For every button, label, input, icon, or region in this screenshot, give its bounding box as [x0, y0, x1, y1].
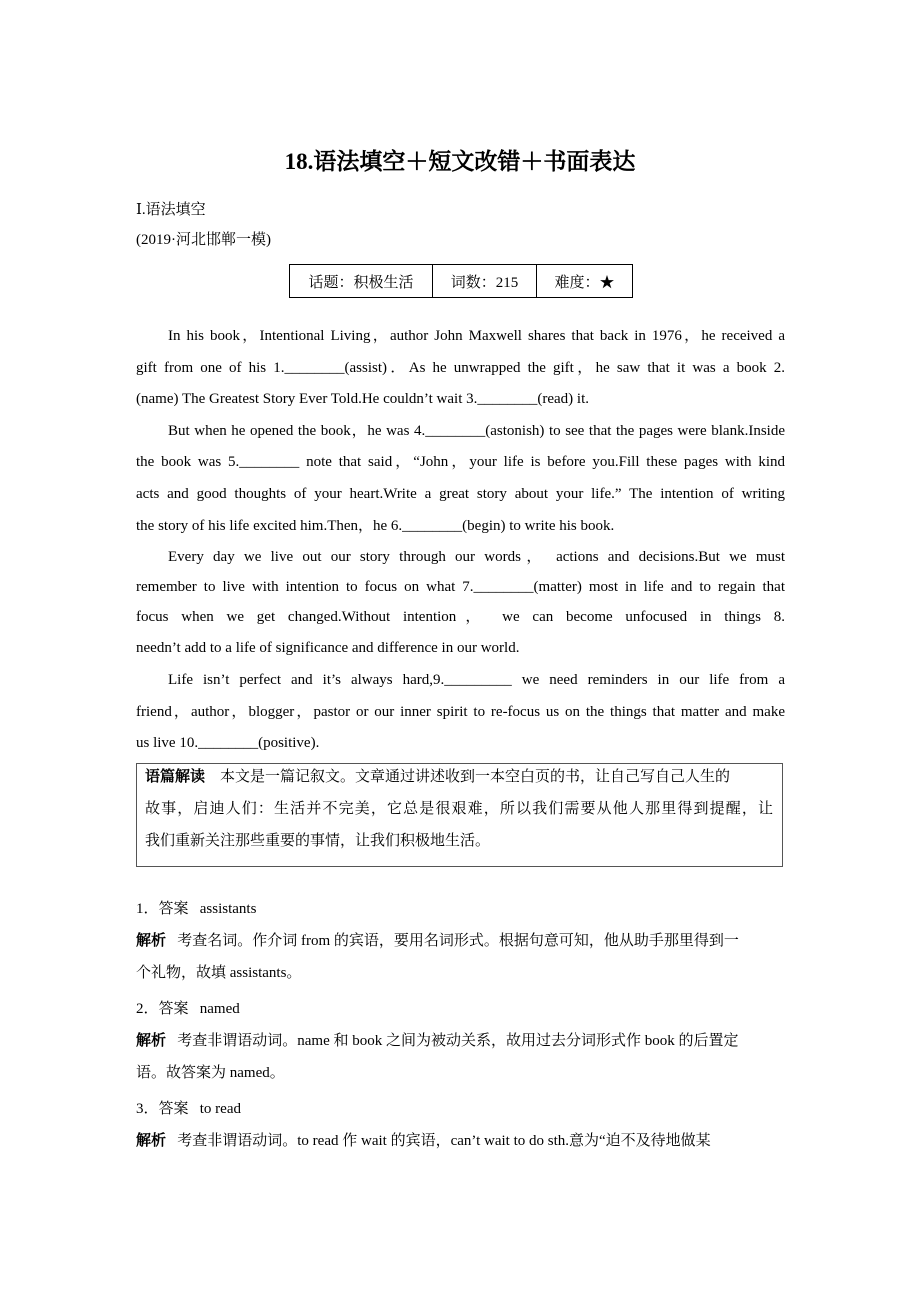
- summary-box: [136, 763, 783, 867]
- summary-line: 故事，启迪人们：生活并不完美，它总是很艰难，所以我们需要从他人那里得到提醒，让: [145, 801, 773, 817]
- explanation-text: 个礼物，故填 assistants。: [136, 965, 302, 981]
- passage-line: needn’t add to a life of significance and difference in our world.: [136, 640, 520, 656]
- answer-value: assistants: [199, 901, 257, 917]
- summary-label: 语篇解读: [145, 769, 206, 785]
- explanation-text: 考查非谓语动词。name 和 book 之间为被动关系，故用过去分词形式作 book 的后置定: [177, 1033, 739, 1049]
- passage-line: In his book，Intentional Living，author John Maxwell shares that back in 1976，he received a: [168, 328, 785, 344]
- page-title: 18.语法填空＋短文改错＋书面表达: [284, 149, 636, 174]
- difficulty-cell: 难度：★: [554, 274, 615, 291]
- summary-line: 本文是一篇记叙文。文章通过讲述收到一本空白页的书，让自己写自己人生的: [220, 769, 731, 785]
- topic-cell: 话题：积极生活: [290, 265, 433, 297]
- word-count-cell: 词数：215: [433, 265, 537, 297]
- explanation-text: 考查非谓语动词。to read 作 wait 的宾语，can’t wait to do sth.意为“迫不及待地做某: [177, 1133, 711, 1149]
- explanation-line: [136, 963, 785, 983]
- explanation-label: 解析: [136, 933, 167, 949]
- section-heading: Ⅰ.语法填空: [136, 202, 206, 218]
- passage-line: the book was 5.________ note that said，“John，your life is before you.Fill these pages with kind: [136, 454, 785, 470]
- explanation-text: 语。故答案为 named。: [136, 1065, 285, 1081]
- answer-line: [136, 899, 785, 919]
- answer-line: [136, 999, 785, 1019]
- summary-line: 我们重新关注那些重要的事情，让我们积极地生活。: [145, 833, 491, 849]
- explanation-text: 考查名词。作介词 from 的宾语，要用名词形式。根据句意可知，他从助手那里得到一: [177, 933, 739, 949]
- explanation-line: [136, 1063, 785, 1083]
- explanation-line: [136, 1131, 785, 1151]
- passage-line: remember to live with intention to focus on what 7.________(matter) most in life and to regain that: [136, 579, 785, 595]
- answer-label: 2．答案: [136, 1001, 189, 1017]
- explanation-label: 解析: [136, 1133, 167, 1149]
- explanation-label: 解析: [136, 1033, 167, 1049]
- passage-line: the story of his life excited him.Then，he 6.________(begin) to write his book.: [136, 518, 615, 534]
- explanation-line: [136, 1031, 785, 1051]
- passage-line: acts and good thoughts of your heart.Write a great story about your life.” The intention of writing: [136, 486, 785, 502]
- passage-line: Life isn’t perfect and it’s always hard,9._________ we need reminders in our life from a: [168, 672, 785, 688]
- answer-line: [136, 1099, 785, 1119]
- explanation-line: [136, 931, 785, 951]
- answer-value: to read: [199, 1101, 241, 1117]
- answer-label: 3．答案: [136, 1101, 189, 1117]
- passage-line: gift from one of his 1.________(assist)．As he unwrapped the gift，he saw that it was a book 2.: [136, 360, 785, 376]
- meta-table: [289, 264, 633, 298]
- source-label: (2019·河北邯郸一模): [136, 232, 271, 248]
- passage-line: (name) The Greatest Story Ever Told.He couldn’t wait 3.________(read) it.: [136, 391, 589, 407]
- answer-value: named: [199, 1001, 240, 1017]
- answer-label: 1．答案: [136, 901, 189, 917]
- passage-line: friend，author，blogger，pastor or our inner spirit to re-focus us on the things that matter and make: [136, 704, 785, 720]
- passage-line: focus when we get changed.Without intention， we can become unfocused in things 8.: [136, 609, 785, 625]
- passage-line: But when he opened the book，he was 4.________(astonish) to see that the pages were blank.Inside: [168, 423, 785, 439]
- passage-line: Every day we live out our story through our words， actions and decisions.But we must: [168, 549, 785, 565]
- passage-line: us live 10.________(positive).: [136, 735, 320, 751]
